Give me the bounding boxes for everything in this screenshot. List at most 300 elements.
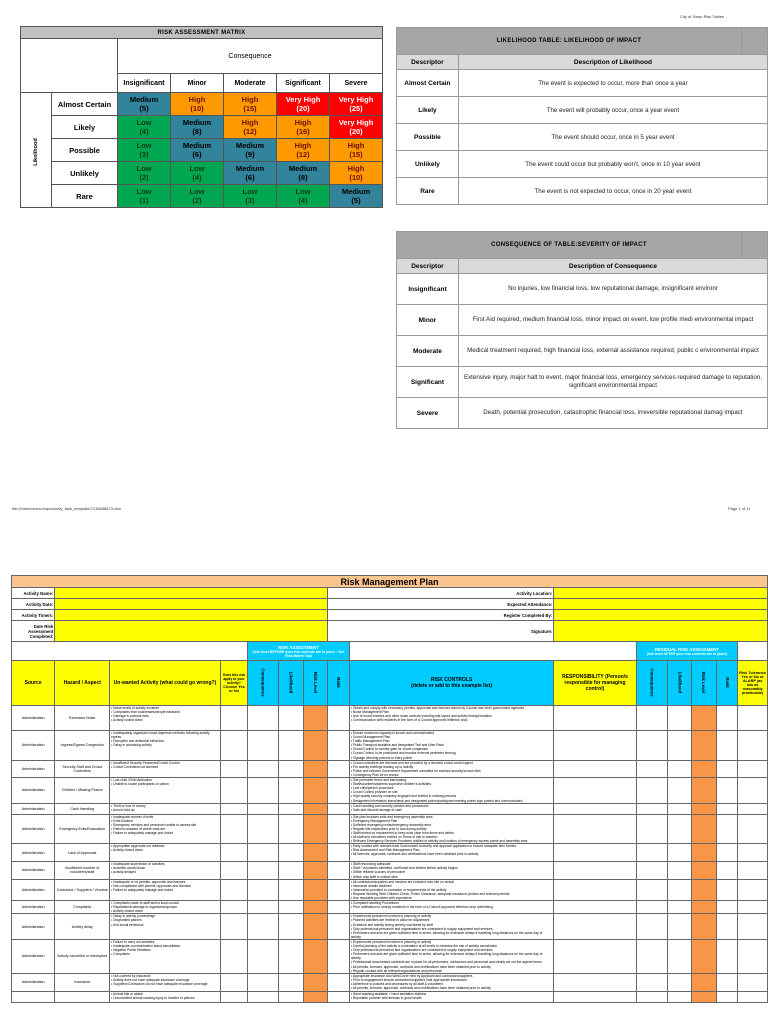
row-likelihood[interactable] [279, 973, 304, 991]
row-residual-rank[interactable] [716, 939, 738, 973]
row-consequence[interactable] [248, 901, 279, 914]
col-likelihood [279, 661, 304, 706]
risk-assessment-header [248, 642, 350, 661]
row-risk-tolerance[interactable] [738, 778, 768, 804]
col-residual-rank [716, 661, 738, 706]
row-source: Administration [12, 901, 55, 914]
row-does-apply[interactable] [220, 914, 248, 940]
activity-time-label: Activity Time/s: [12, 610, 55, 621]
consequence-col-description: Description of Consequence [458, 259, 767, 274]
row-residual-consequence[interactable] [636, 778, 667, 804]
matrix-cell-score: (15) [243, 104, 257, 113]
row-residual-rank[interactable] [716, 879, 738, 900]
row-source: Administration [12, 973, 55, 991]
row-rank[interactable] [328, 760, 350, 777]
activity-location-label: Activity Location: [328, 588, 554, 599]
row-residual-consequence[interactable] [636, 760, 667, 777]
matrix-row [21, 162, 383, 185]
matrix-cell-score: (12) [243, 127, 257, 136]
row-controls[interactable]: • Early contact with relevant local Government Authority and approval application to ensure adequate time frames • Risk Assessment and Risk Management Plan • All licences, approvals, contracts and certifications have been obtained prior to activity [349, 844, 553, 862]
plan-row [12, 862, 768, 879]
matrix-cell [330, 185, 383, 208]
row-controls[interactable]: • Site perimeter fence and barricading • Staff/volunteers/parents supervise children's activities • Lost child/person procedure • Crowd Control provider on site • High quality security company engaged and briefed in missing persons • Designated information stand/desk and designated patron/participant meeting points sign posted and communicated [349, 778, 553, 804]
plan-row [12, 814, 768, 844]
matrix-cell-level: Low [189, 164, 205, 173]
matrix-cell-score: (15) [349, 150, 363, 159]
row-hazard [55, 991, 110, 1002]
row-residual-likelihood[interactable] [667, 778, 692, 804]
row-unwanted: • Insufficient Security Personnel/Crowd Control • Crowd Controllers not licensed [110, 760, 221, 777]
matrix-cell-score: (8) [298, 173, 308, 182]
activity-location-field[interactable] [554, 588, 768, 599]
plan-row [12, 706, 768, 731]
likelihood-row [397, 151, 768, 178]
row-rank[interactable] [328, 939, 350, 973]
row-residual-likelihood[interactable] [667, 814, 692, 844]
row-residual-rank[interactable] [716, 973, 738, 991]
matrix-cell-score: (10) [190, 104, 204, 113]
row-residual-rank[interactable] [716, 706, 738, 731]
residual-assessment-subtitle: (risk level AFTER your risk controls are in place) [646, 651, 728, 656]
row-risk-tolerance[interactable] [738, 814, 768, 844]
residual-assessment-title: RESIDUAL RISK ASSESSMENT [654, 646, 719, 652]
activity-name-field[interactable] [55, 588, 328, 599]
matrix-cell [171, 185, 224, 208]
row-residual-likelihood[interactable] [667, 862, 692, 879]
col-residual-likelihood-text: Likelihood [677, 671, 683, 694]
row-controls[interactable]: • Staff resourcing adequate • Staff / Volunteers identified, confirmed and briefed before activity begins • Utilise reliable sources of personnel • Utilise only staff in critical roles [349, 862, 553, 879]
row-source: Administration [12, 844, 55, 862]
matrix-cell-level: Low [189, 187, 205, 196]
row-source: Administration [12, 814, 55, 844]
matrix-cell-level: Low [242, 187, 258, 196]
row-risk-tolerance[interactable] [738, 991, 768, 1002]
consequence-descriptor: Moderate [397, 336, 459, 367]
row-does-apply[interactable] [220, 760, 248, 777]
row-unwanted: • Inadequate or no permits, approvals and licenses • Non-compliance with permits, approvals and licenses • Failure to adequately manage and induct [110, 879, 221, 900]
row-consequence[interactable] [248, 879, 279, 900]
row-risk-level [303, 778, 327, 804]
row-consequence[interactable] [248, 862, 279, 879]
matrix-cell-score: (6) [245, 173, 255, 182]
row-responsibility[interactable] [554, 973, 636, 991]
row-consequence[interactable] [248, 803, 279, 814]
consequence-row [397, 336, 768, 367]
matrix-cell [224, 93, 277, 116]
row-rank[interactable] [328, 901, 350, 914]
row-controls[interactable]: • Ensure maximum capacity is known and communicated • Crowd Management Plan • Traffic Management Plan • Public Transport available and designated Taxi and Uber Rank • Crowd Control to monitor gate for crowd congestion • Crowd Control to be positioned and monitor external perimeter fencing • Signage directing patrons to entry points [349, 731, 553, 761]
row-risk-tolerance[interactable] [738, 973, 768, 991]
row-risk-level [303, 914, 327, 940]
expected-attendance-field[interactable] [554, 599, 768, 610]
row-residual-rank[interactable] [716, 862, 738, 879]
likelihood-description: The event could occur but probably won't, once in 10 year event [458, 151, 767, 178]
row-rank[interactable] [328, 973, 350, 991]
row-source: Administration [12, 803, 55, 814]
row-residual-likelihood[interactable] [667, 901, 692, 914]
row-likelihood[interactable] [279, 914, 304, 940]
matrix-consequence-label: Consequence [118, 39, 383, 74]
row-likelihood[interactable] [279, 939, 304, 973]
row-residual-rank[interactable] [716, 778, 738, 804]
matrix-cell-score: (3) [139, 150, 149, 159]
row-residual-consequence[interactable] [636, 706, 667, 731]
footer-file-path: file:///userenviron/mp/activity_task_template/7138658673.xlsx [12, 506, 121, 511]
consequence-table-title: CONSEQUENCE OF TABLE:SEVERITY OF IMPACT [397, 232, 742, 259]
row-controls[interactable]: • Appropriate insurance and WorkCover held by Applicant and contractors/suppliers • Prior to engagement ensure contractors/suppliers hold appropriate insurances • Adherence to policies and procedures by all staff & volunteers • All permits, licences, approvals, contracts and certifications have been obtained prior to activity [349, 973, 553, 991]
row-controls[interactable]: • Crowd controllers are licensed and are provided by a licensed crowd control agent • Pre activity briefings leading up to activity • Police and relevant Government Department consulted for contract security/crowd roles • Contingency Plan for no shows [349, 760, 553, 777]
plan-title: Risk Management Plan [12, 576, 768, 588]
row-likelihood[interactable] [279, 803, 304, 814]
row-risk-tolerance[interactable] [738, 879, 768, 900]
row-rank[interactable] [328, 914, 350, 940]
row-risk-level [303, 706, 327, 731]
matrix-cell-level: Very High [285, 95, 321, 104]
row-residual-risk-level [692, 803, 716, 814]
row-rank[interactable] [328, 844, 350, 862]
register-completed-by-field[interactable] [554, 610, 768, 621]
row-consequence[interactable] [248, 731, 279, 761]
row-responsibility[interactable] [554, 901, 636, 914]
row-hazard: Ingress/Egress Congestion [55, 731, 110, 761]
row-residual-likelihood[interactable] [667, 973, 692, 991]
row-risk-tolerance[interactable] [738, 844, 768, 862]
row-does-apply[interactable] [220, 901, 248, 914]
row-hazard: Insufficient number of volunteers/staff [55, 862, 110, 879]
matrix-row [21, 139, 383, 162]
row-hazard: Cash Handling [55, 803, 110, 814]
row-residual-rank[interactable] [716, 901, 738, 914]
row-consequence[interactable] [248, 778, 279, 804]
row-does-apply[interactable] [220, 803, 248, 814]
row-risk-level [303, 862, 327, 879]
row-residual-consequence[interactable] [636, 844, 667, 862]
matrix-title: RISK ASSESSMENT MATRIX [21, 27, 383, 39]
likelihood-description: The event should occur, once in 5 year event [458, 124, 767, 151]
col-risk-tolerance: Risk Tolerance Yes or No or ALARP (as low as reasonably practicable) [738, 661, 768, 706]
row-rank[interactable] [328, 814, 350, 844]
row-residual-consequence[interactable] [636, 991, 667, 1002]
row-residual-rank[interactable] [716, 731, 738, 761]
row-responsibility[interactable] [554, 803, 636, 814]
signature-field[interactable] [554, 621, 768, 642]
matrix-cell-score: (2) [192, 196, 202, 205]
row-unwanted: • Lost child /Child Abduction • Unable to locate participants or patron [110, 778, 221, 804]
row-residual-risk-level [692, 731, 716, 761]
row-likelihood[interactable] [279, 862, 304, 879]
row-does-apply[interactable] [220, 778, 248, 804]
row-controls[interactable]: • Experienced personnel involved in planning of activity • Planned activities are flexible to allow for adjustment • Schedule and activity timing actively monitored by staff • Only professional personnel and organisations are contracted to supply equipment and services • Performers and acts are given sufficient time to arrive, allowing for extensive delays if travelling long distances on the same day of activity [349, 914, 553, 940]
row-does-apply[interactable] [220, 973, 248, 991]
likelihood-descriptor: Almost Certain [397, 70, 459, 97]
date-risk-assessment-field[interactable] [55, 621, 328, 642]
matrix-cell-score: (5) [351, 196, 361, 205]
row-likelihood[interactable] [279, 778, 304, 804]
row-residual-likelihood[interactable] [667, 914, 692, 940]
consequence-description: Medical treatment required, high financial loss, external assistance required, public c environmental impact [458, 336, 767, 367]
col-residual-rank-text: Rank [724, 677, 730, 688]
row-hazard: Insurance [55, 973, 110, 991]
consequence-title-cap [742, 232, 768, 259]
row-does-apply[interactable] [220, 844, 248, 862]
row-rank[interactable] [328, 879, 350, 900]
row-unwanted: • Failure to carry out activities • Inadequate communication about cancellation • Negative Public Relations • Complaints [110, 939, 221, 973]
row-hazard: Lack of Approvals [55, 844, 110, 862]
row-controls[interactable]: • Complaint handling Procedures • Prior notification to nearby residents in the form of a Council approved letterbox drop advertising [349, 901, 553, 914]
row-residual-risk-level [692, 814, 716, 844]
col-residual-consequence-text: Consequence [649, 668, 655, 697]
matrix-cell-score: (1) [139, 196, 149, 205]
col-hazard: Hazard / Aspect [55, 661, 110, 706]
plan-row [12, 901, 768, 914]
row-residual-rank[interactable] [716, 844, 738, 862]
row-residual-risk-level [692, 939, 716, 973]
row-rank[interactable] [328, 991, 350, 1002]
row-responsibility[interactable] [554, 914, 636, 940]
row-rank[interactable] [328, 731, 350, 761]
matrix-cell-score: (3) [245, 196, 255, 205]
row-consequence[interactable] [248, 760, 279, 777]
row-risk-level [303, 991, 327, 1002]
row-source: Administration [12, 706, 55, 731]
row-residual-consequence[interactable] [636, 879, 667, 900]
row-residual-likelihood[interactable] [667, 844, 692, 862]
row-consequence[interactable] [248, 844, 279, 862]
row-does-apply[interactable] [220, 862, 248, 879]
matrix-cell [118, 139, 171, 162]
row-likelihood[interactable] [279, 760, 304, 777]
likelihood-descriptor: Rare [397, 178, 459, 205]
row-residual-risk-level [692, 879, 716, 900]
row-residual-rank[interactable] [716, 914, 738, 940]
row-likelihood[interactable] [279, 731, 304, 761]
row-controls[interactable]: • Obtain and comply with necessary permits, approvals and licenses issued by Council and other government agencies • Noise Management Plan • Use of sound barriers and other noise controls including site layout and activity timings/duration • Communication with residents in the form of a Council approved letterbox drop [349, 706, 553, 731]
row-risk-level [303, 939, 327, 973]
row-consequence[interactable] [248, 939, 279, 973]
row-consequence[interactable] [248, 706, 279, 731]
matrix-cell-level: Medium [235, 141, 265, 150]
col-does-apply [220, 661, 248, 706]
consequence-row [397, 305, 768, 336]
row-residual-rank[interactable] [716, 760, 738, 777]
row-risk-tolerance[interactable] [738, 706, 768, 731]
matrix-cell [277, 139, 330, 162]
row-residual-rank[interactable] [716, 803, 738, 814]
row-risk-tolerance[interactable] [738, 760, 768, 777]
row-residual-likelihood[interactable] [667, 803, 692, 814]
activity-date-field[interactable] [55, 599, 328, 610]
row-responsibility[interactable] [554, 706, 636, 731]
row-responsibility[interactable] [554, 879, 636, 900]
likelihood-col-descriptor: Descriptor [397, 55, 459, 70]
row-residual-consequence[interactable] [636, 862, 667, 879]
row-source: Administration [12, 879, 55, 900]
row-source: Administration [12, 862, 55, 879]
row-risk-tolerance[interactable] [738, 914, 768, 940]
matrix-cell-level: Very High [338, 95, 374, 104]
risk-assessment-title: RISK ASSESSMENT [278, 644, 320, 650]
consequence-table [396, 231, 768, 429]
row-unwanted: • Not covered by insurance • Activity does not have adequate insurance coverage • Suppliers/Contractors do not have adequate insurance coverage [110, 973, 221, 991]
spacer-left [12, 642, 248, 661]
row-source: Administration [12, 778, 55, 804]
activity-time-field[interactable] [55, 610, 328, 621]
register-completed-by-label: Register Completed By: [328, 610, 554, 621]
matrix-cell-score: (20) [349, 127, 363, 136]
row-does-apply[interactable] [220, 814, 248, 844]
matrix-cell-level: Low [136, 164, 152, 173]
matrix-row [21, 185, 383, 208]
matrix-cell [118, 116, 171, 139]
row-consequence[interactable] [248, 991, 279, 1002]
row-source: Administration [12, 760, 55, 777]
likelihood-descriptor: Likely [397, 97, 459, 124]
row-residual-rank[interactable] [716, 991, 738, 1002]
matrix-cell-level: Medium [235, 164, 265, 173]
row-consequence[interactable] [248, 814, 279, 844]
col-consequence [248, 661, 279, 706]
row-risk-level [303, 803, 327, 814]
row-responsibility[interactable] [554, 844, 636, 862]
row-does-apply[interactable] [220, 706, 248, 731]
matrix-cell [118, 93, 171, 116]
row-controls[interactable]: • Cash handling and security policies and procedures • Safe and discreet storage of cash [349, 803, 553, 814]
row-residual-consequence[interactable] [636, 731, 667, 761]
row-risk-tolerance[interactable] [738, 901, 768, 914]
row-hazard: Contractor / Suppliers / Vendors [55, 879, 110, 900]
col-risk-level [303, 661, 327, 706]
row-likelihood[interactable] [279, 901, 304, 914]
row-likelihood[interactable] [279, 706, 304, 731]
row-residual-likelihood[interactable] [667, 731, 692, 761]
col-does-apply-small: Does this risk apply to your activity? [222, 673, 246, 685]
row-responsibility[interactable] [554, 862, 636, 879]
row-residual-likelihood[interactable] [667, 991, 692, 1002]
matrix-cell [118, 162, 171, 185]
row-residual-likelihood[interactable] [667, 879, 692, 900]
matrix-cell-level: Medium [341, 187, 371, 196]
row-unwanted: • Inadequate supervision of activities • Activities closed down • Activity delayed [110, 862, 221, 879]
row-likelihood[interactable] [279, 879, 304, 900]
row-residual-consequence[interactable] [636, 914, 667, 940]
row-responsibility[interactable] [554, 778, 636, 804]
row-likelihood[interactable] [279, 844, 304, 862]
row-residual-risk-level [692, 844, 716, 862]
row-responsibility[interactable] [554, 939, 636, 973]
row-responsibility[interactable] [554, 760, 636, 777]
row-residual-consequence[interactable] [636, 939, 667, 973]
matrix-row [21, 116, 383, 139]
row-rank[interactable] [328, 862, 350, 879]
row-rank[interactable] [328, 706, 350, 731]
row-controls[interactable]: • Site plan includes exits and emergency assembly area • Emergency Management Plan • Sufficient emergency exits/emergency assembly area • Regular site inspections prior to and during activity • Staff briefed on requirement to keep exits clear from items and debris • All staff and volunteers briefed on Terms of risk to reaction • Relevant Emergency Services Providers notified of activity and location of emergency access points and assembly area [349, 814, 553, 844]
matrix-cell [277, 93, 330, 116]
row-residual-likelihood[interactable] [667, 706, 692, 731]
matrix-cell [330, 116, 383, 139]
row-risk-level [303, 844, 327, 862]
row-residual-likelihood[interactable] [667, 939, 692, 973]
matrix-cell-score: (4) [298, 196, 308, 205]
likelihood-descriptor: Unlikely [397, 151, 459, 178]
consequence-col-descriptor: Descriptor [397, 259, 459, 274]
row-residual-likelihood[interactable] [667, 760, 692, 777]
row-does-apply[interactable] [220, 939, 248, 973]
row-responsibility[interactable] [554, 991, 636, 1002]
row-hazard: Emergency Exits/Evacuation [55, 814, 110, 844]
row-rank[interactable] [328, 803, 350, 814]
row-likelihood[interactable] [279, 814, 304, 844]
consequence-descriptor: Severe [397, 398, 459, 429]
footer-page-number: Page 1 of 11 [728, 506, 751, 511]
row-risk-tolerance[interactable] [738, 803, 768, 814]
matrix-cell-level: High [347, 141, 365, 150]
row-controls[interactable]: • All contractors/suppliers and vendors are inducted onto site on arrival • Insurance details obtained • Information provided to contractor or requirements of the activity • Request Working With Children Check, Police Clearance, adequate insurance policies and relevant permits • Use reputable providers with experience [349, 879, 553, 900]
row-risk-level [303, 814, 327, 844]
row-responsibility[interactable] [554, 731, 636, 761]
row-does-apply[interactable] [220, 991, 248, 1002]
matrix-cell-level: Medium [182, 118, 212, 127]
likelihood-table-title: LIKELIHOOD TABLE: LIKELIHOOD OF IMPACT [397, 28, 742, 55]
row-residual-risk-level [692, 760, 716, 777]
matrix-cell-level: Very High [338, 118, 374, 127]
matrix-row-label: Almost Certain [52, 93, 118, 116]
matrix-row [21, 93, 383, 116]
row-responsibility[interactable] [554, 814, 636, 844]
row-rank[interactable] [328, 778, 350, 804]
likelihood-table [396, 27, 768, 205]
row-residual-risk-level [692, 901, 716, 914]
row-residual-risk-level [692, 862, 716, 879]
consequence-description: Death, potential prosecution, catastrophic financial loss, irreversible reputational damag impact [458, 398, 767, 429]
matrix-cell-level: Medium [182, 141, 212, 150]
row-residual-consequence[interactable] [636, 973, 667, 991]
likelihood-descriptor: Possible [397, 124, 459, 151]
matrix-cell [330, 162, 383, 185]
row-residual-consequence[interactable] [636, 901, 667, 914]
matrix-cell-score: (25) [349, 104, 363, 113]
residual-assessment-header [636, 642, 738, 661]
row-residual-risk-level [692, 991, 716, 1002]
matrix-row-label: Possible [52, 139, 118, 162]
matrix-row-label: Rare [52, 185, 118, 208]
consequence-description: No injuries, low financial loss, low reputational damage, insignificant environr [458, 274, 767, 305]
row-residual-risk-level [692, 973, 716, 991]
row-residual-consequence[interactable] [636, 814, 667, 844]
col-controls [349, 661, 553, 706]
matrix-cell-score: (4) [192, 173, 202, 182]
matrix-row-label: Likely [52, 116, 118, 139]
row-hazard: Children / Missing Person [55, 778, 110, 804]
row-risk-tolerance[interactable] [738, 731, 768, 761]
row-residual-rank[interactable] [716, 814, 738, 844]
row-controls[interactable]: • Hand washing available + hand sanitation stations • Reputable provider with animals in good health [349, 991, 553, 1002]
col-likelihood-text: Likelihood [288, 671, 294, 694]
row-does-apply[interactable] [220, 879, 248, 900]
row-controls[interactable]: • Experienced personnel involved in planning of activity • Careful planning of the activity is undertaken at all levels to minimise the risk of activity cancellation • Only professional personnel and organisations are contracted to supply equipment and services • Performers and acts are given sufficient time to arrive, allowing for extensive delays if travelling long distances on the same day of activity • Professional documented contracts are in place for all performers, contractors and personnel and clearly set out the agreed terms • All permits, licences, approvals, contracts and certifications have been obtained prior to activity • Regular contact with all relevant organisations and personnel [349, 939, 553, 973]
consequence-descriptor: Minor [397, 305, 459, 336]
row-risk-tolerance[interactable] [738, 939, 768, 973]
row-consequence[interactable] [248, 914, 279, 940]
row-does-apply[interactable] [220, 731, 248, 761]
row-likelihood[interactable] [279, 991, 304, 1002]
row-consequence[interactable] [248, 973, 279, 991]
row-risk-tolerance[interactable] [738, 862, 768, 879]
risk-assessment-matrix [20, 26, 383, 208]
matrix-cell-score: (4) [139, 127, 149, 136]
col-residual-likelihood [667, 661, 692, 706]
matrix-cell [330, 139, 383, 162]
row-residual-consequence[interactable] [636, 803, 667, 814]
